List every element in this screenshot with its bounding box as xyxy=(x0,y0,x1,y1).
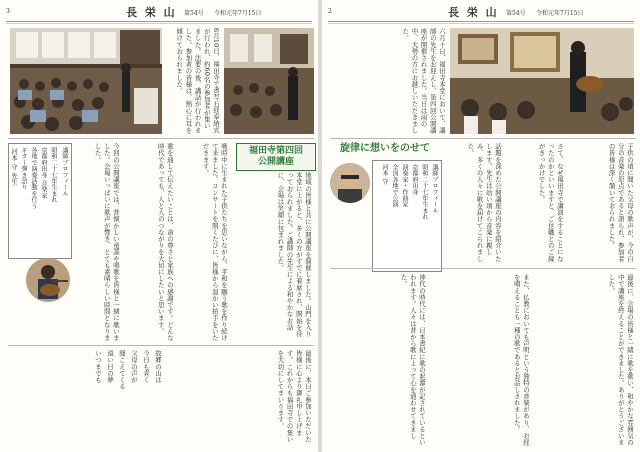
issue-number: 第54号 xyxy=(506,10,526,17)
body-column-1: 話題を深めた公開講座の内容を紹介いたします。先生は幼い頃から音楽に親しみ、多くの人々に歌を届けてこられました。 xyxy=(466,143,502,262)
audience-photo xyxy=(10,28,162,134)
header-rule-secondary xyxy=(6,23,312,24)
profile-line-3: 各地で演奏活動を行う xyxy=(30,147,37,209)
profile-name: 河本 守 先生 xyxy=(10,148,18,186)
body-column-1: 戦時中に生まれた子供たちを思いながら、平和を願う歌を作り続けて来ました。コンサートを開くたびに、皆様から温かい拍手をいただきます。 xyxy=(201,143,228,341)
header-rule-secondary xyxy=(328,23,634,24)
poem-line-3: 父母の声が xyxy=(130,350,138,383)
body-column-2: さて、なぜ福田寺で講演をすることになったのかといいますと、ご住職とのご縁がきっかけでした。 xyxy=(537,143,564,262)
page-number: 2 xyxy=(328,8,332,15)
newsletter-title: 長 栄 山 xyxy=(126,6,177,19)
profile-line-4: 全国各地で公演 xyxy=(391,164,398,208)
section-title-line-2: 公開講座 xyxy=(257,157,294,167)
body-column-6: 最後に、会場の皆様と一緒に歌を歌い、和やかな雰囲気の中で講座を終えることができました。ありがとうございました。 xyxy=(607,274,634,446)
section-title: 旋律に想いをのせて xyxy=(340,143,430,154)
profile-line-1: 昭和二十七年生まれ xyxy=(421,164,428,220)
body-column-4: 最後に、本日ご参加いただいた皆様に心より御礼申し上げます。これからも福田寺での集いを大切にしてまいります。 xyxy=(276,350,312,443)
guitarist-avatar xyxy=(26,258,70,302)
poem-line-6: いつまでも xyxy=(94,350,102,383)
header-rule xyxy=(6,21,312,22)
left-page-header xyxy=(6,4,312,20)
section-title-line-1: 福田寺第四回 xyxy=(248,146,303,156)
profile-label: 講師プロフィール xyxy=(431,164,438,214)
newsletter-title: 長 栄 山 xyxy=(448,6,499,19)
lecturer-profile-box xyxy=(372,160,442,272)
intro-text: 六月十日、福田寺本堂において、講師の先生をお迎えし、第四回公開講座が開催されました。当日は雨の中、大勢の方にお越しいただきました。 xyxy=(401,28,446,134)
poem-line-4: 聞こえてくる xyxy=(118,350,126,390)
section-title xyxy=(236,143,316,171)
profile-label: 講師プロフィール xyxy=(61,147,68,197)
issue-date: 令和元年7月15日 xyxy=(214,10,262,17)
right-page-header xyxy=(328,4,634,20)
lecturer-portrait-avatar xyxy=(330,163,370,203)
mid-divider xyxy=(330,268,636,269)
section-divider xyxy=(8,138,314,139)
profile-line-2: 京都府出身 音楽家 xyxy=(40,147,47,199)
poem-line-1: 故郷の山は xyxy=(154,350,162,383)
body-column-5: また、仏教においても声明という独特の音楽があり、お経を唱えることも一種の歌であるとお話しされました。 xyxy=(512,274,530,446)
profile-line-4: ギター弾き語り xyxy=(20,147,27,191)
profile-line-1: 昭和二十七年生まれ xyxy=(50,147,57,203)
poem-line-5: 遠い日の夢 xyxy=(106,350,114,383)
right-page xyxy=(322,0,640,452)
photo-caption-text: 6月10日、福田寺で書写石経奉納式が行われ、約60名の参加者が集いました。法要の後、講話が行われました。参加者の皆様は、熱心に耳を傾けておられました。 xyxy=(175,28,220,134)
body-column-4: 神代の時代には、日本書紀に歌の起源が記されているといわれます。人々は昔から歌によって心を通わせてきました。 xyxy=(399,274,426,446)
lecture-photo xyxy=(224,28,314,134)
body-column-2: 歌を通して伝えたいことは、命の尊さと家族への感謝です。どんな時代であっても、人と人のつながりを大切にしたいと思います。 xyxy=(156,143,174,341)
profile-line-3: 演奏家・作曲家 xyxy=(401,164,408,208)
profile-line-2: 京都府出身 xyxy=(411,164,418,195)
body-column-3: 今回の公開講座では、昔懐かしい童謡や唱歌を皆様と一緒に歌いました。会場いっぱいに歌声が響き、とても素晴らしい時間となりました。 xyxy=(93,143,120,341)
poem-line-2: 今日も青く xyxy=(142,350,150,383)
section-divider xyxy=(330,138,636,139)
left-page xyxy=(0,0,318,452)
profile-name: 河本 守 xyxy=(381,164,388,185)
lower-divider xyxy=(8,345,314,346)
body-column-3: 子供の頃に聞いた父母の歌声が、今の自分の音楽の原点であると語られ、参加者の皆様は深く頷いておられました。 xyxy=(607,143,634,262)
lead-text: 地域の皆様と共に公開講座を開催しました。山門を入り本堂に上がると、多くの方がすでに着席され、開始を待っておられました。ご講師の先生による和やかなお話に、会場は笑顔に包まれました。 xyxy=(276,172,312,337)
performance-photo xyxy=(450,28,634,134)
issue-number: 第54号 xyxy=(184,10,204,17)
issue-date: 令和元年7月15日 xyxy=(536,10,584,17)
page-number: 3 xyxy=(6,8,10,15)
header-rule xyxy=(328,21,634,22)
